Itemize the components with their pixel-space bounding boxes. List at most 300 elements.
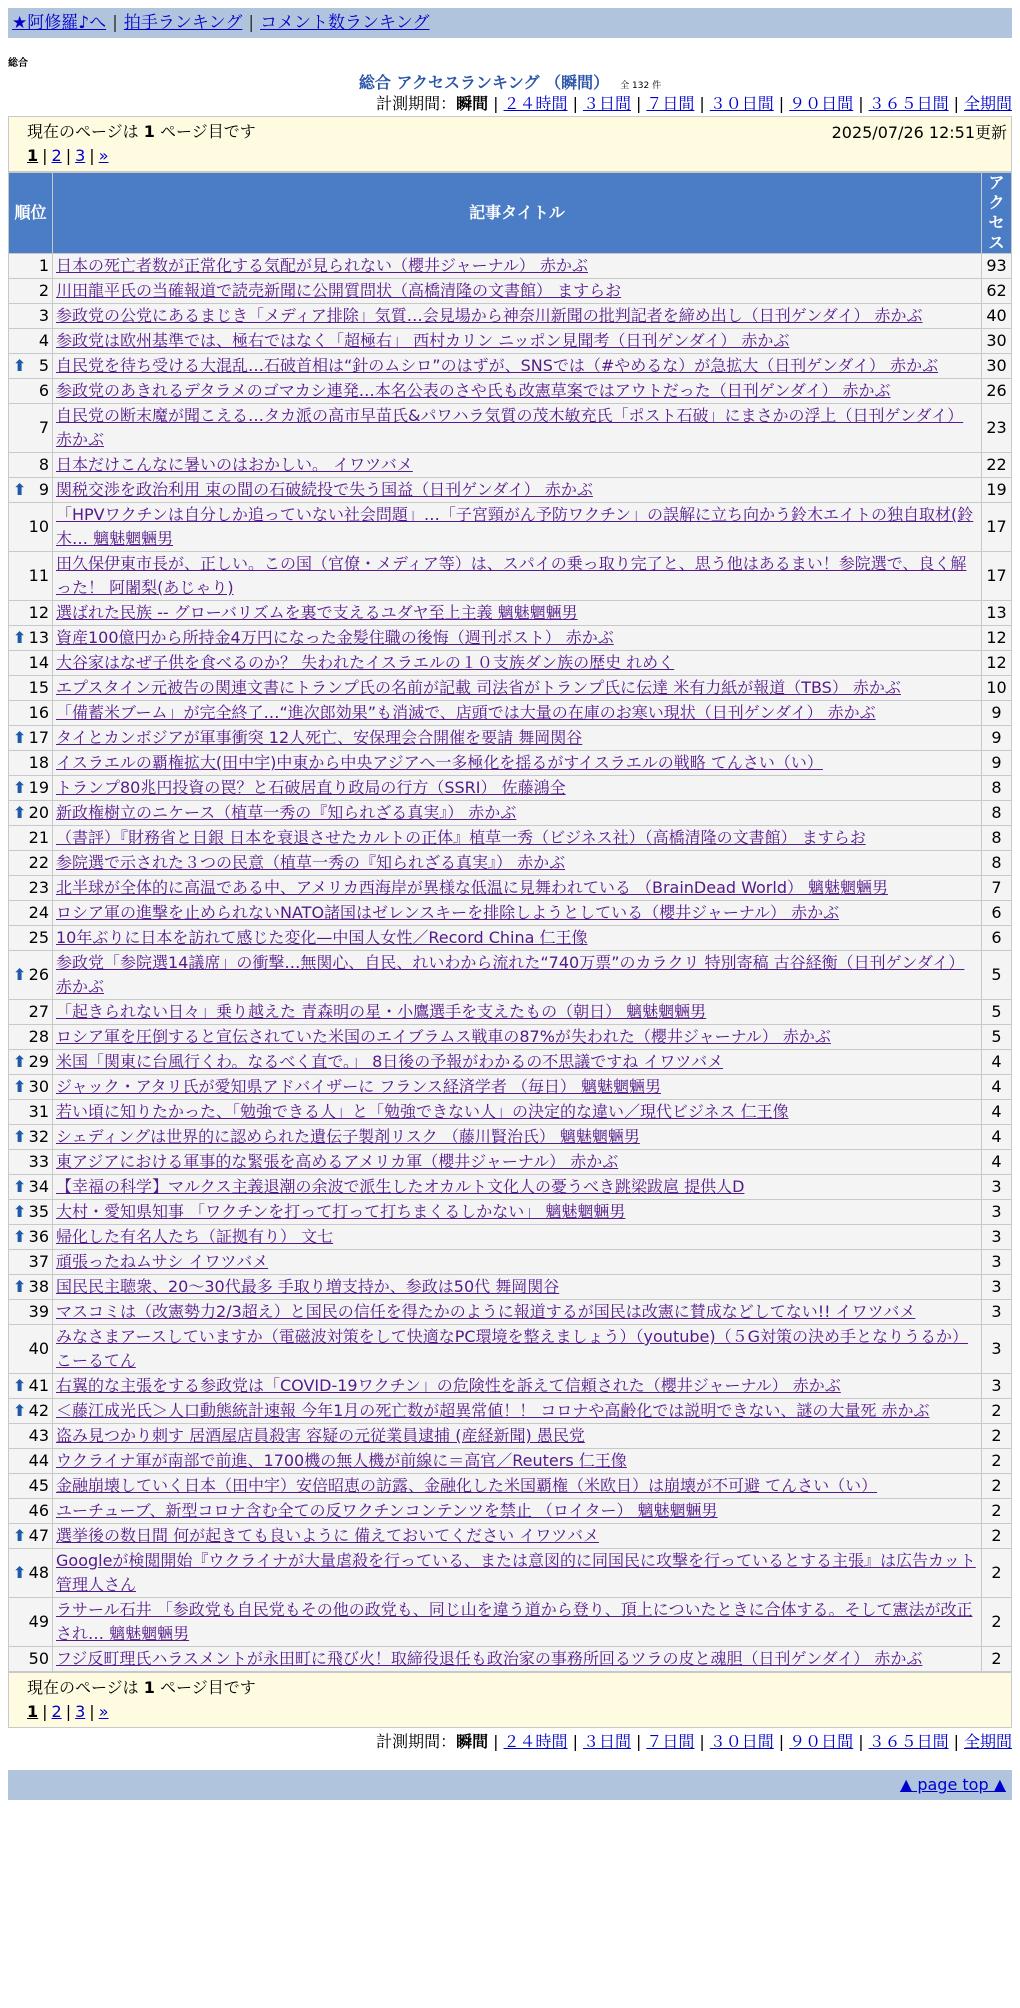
table-row (9, 379, 1012, 404)
period-label: 計測期間： (376, 1732, 457, 1751)
footer-bar (8, 1770, 1012, 1800)
table-row (9, 404, 1012, 453)
page-current: 1 (27, 1702, 39, 1721)
title-cell (53, 1300, 982, 1325)
article-link[interactable]: トランプ80兆円投資の罠？と石破居直り政局の行方（SSRI） 佐藤鴻全 (56, 778, 566, 797)
title-cell (53, 404, 982, 453)
rank-up-icon: ⬆ (13, 1177, 27, 1196)
rank-cell (9, 1125, 53, 1150)
table-row (9, 1075, 1012, 1100)
rank-number: 40 (28, 1339, 49, 1358)
article-link[interactable]: 参政党は欧州基準では、極右ではなく「超極右」 西村カリン ニッポン見聞考（日刊ゲンダイ） 赤かぶ (56, 331, 790, 350)
page-link-3[interactable]: 3 (75, 146, 86, 165)
article-link[interactable]: 川田龍平氏の当確報道で読売新聞に公開質問状（高橋清隆の文書館） ますらお (56, 281, 622, 300)
access-count: 8 (982, 851, 1012, 876)
rank-number: 36 (28, 1227, 49, 1246)
title-cell (53, 1150, 982, 1175)
rank-up-icon: ⬆ (13, 1401, 27, 1420)
table-row (9, 801, 1012, 826)
article-link[interactable]: 「備蓄米ブーム」が完全終了…“進次郎効果”も消滅で、店頭では大量の在庫のお寒い現状（日刊ゲンダイ） 赤かぶ (56, 703, 876, 722)
rank-number: 49 (28, 1612, 49, 1631)
title-cell (53, 503, 982, 552)
period-separator: | (572, 94, 578, 113)
nav-link-1[interactable]: 拍手ランキング (123, 13, 243, 33)
rank-up-icon: ⬆ (13, 803, 27, 822)
table-row (9, 1399, 1012, 1424)
article-link[interactable]: 参政党「参院選14議席」の衝撃…無関心、自民、れいわから流れた“740万票”のカラクリ 特別寄稿 古谷経衡（日刊ゲンダイ） 赤かぶ (56, 953, 965, 996)
access-count: 4 (982, 1050, 1012, 1075)
article-link[interactable]: 10年ぶりに日本を訪れて感じた変化—中国人女性／Record China 仁王像 (56, 928, 588, 947)
rank-number: 34 (28, 1177, 49, 1196)
article-link[interactable]: タイとカンボジアが軍事衝突 12人死亡、安保理会合開催を要請 舞岡関谷 (56, 728, 583, 747)
article-link[interactable]: 帰化した有名人たち（証拠有り） 文七 (56, 1227, 334, 1246)
rank-up-icon: ⬆ (13, 1077, 27, 1096)
rank-number: 31 (28, 1102, 49, 1121)
page (8, 0, 1012, 1800)
rank-up-icon: ⬆ (13, 356, 27, 375)
rank-cell (9, 926, 53, 951)
table-row (9, 726, 1012, 751)
period-link-0[interactable]: ２４時間 (503, 1732, 568, 1751)
access-count: 17 (982, 552, 1012, 601)
rank-up-icon: ⬆ (13, 1052, 27, 1071)
access-count: 40 (982, 304, 1012, 329)
title-cell (53, 951, 982, 1000)
period-link-3[interactable]: ３０日間 (709, 1732, 774, 1751)
page-links (27, 1702, 1007, 1721)
access-count: 9 (982, 726, 1012, 751)
access-count: 30 (982, 354, 1012, 379)
title-cell (53, 1325, 982, 1374)
rank-cell (9, 876, 53, 901)
article-link[interactable]: イスラエルの覇権拡大(田中宇)中東から中央アジアへ一多極化を揺るがすイスラエルの戦略 てんさい（い） (56, 753, 823, 772)
access-count: 12 (982, 626, 1012, 651)
period-link-3[interactable]: ３０日間 (709, 94, 774, 113)
article-link[interactable]: フジ反町理氏ハラスメントが永田町に飛び火！取締役退任も政治家の事務所回るツラの皮と魂胆（日刊ゲンダイ） 赤かぶ (56, 1649, 923, 1668)
article-link[interactable]: 自民党を待ち受ける大混乱…石破首相は“針のムシロ”のはずが、SNSでは（#やめるな）が急拡大（日刊ゲンダイ） 赤かぶ (56, 356, 939, 375)
rank-up-icon: ⬆ (13, 480, 27, 499)
period-link-0[interactable]: ２４時間 (503, 94, 568, 113)
table-row (9, 1549, 1012, 1598)
access-count: 26 (982, 379, 1012, 404)
article-link[interactable]: 大谷家はなぜ子供を食べるのか？ 失われたイスラエルの１０支族ダン族の歴史 れめく (56, 653, 675, 672)
rank-cell (9, 1598, 53, 1647)
access-count: 6 (982, 926, 1012, 951)
access-count: 2 (982, 1424, 1012, 1449)
article-link[interactable]: 若い頃に知りたかった、「勉強できる人」と「勉強できない人」の決定的な違い／現代ビジネス 仁王像 (56, 1102, 789, 1121)
rank-cell (9, 1000, 53, 1025)
rank-cell (9, 1424, 53, 1449)
article-link[interactable]: 米国「関東に台風行くわ。なるべく直で。」 8日後の予報がわかるの不思議ですね イワツバメ (56, 1052, 724, 1071)
rank-number: 20 (28, 803, 49, 822)
rank-cell (9, 776, 53, 801)
table-row (9, 626, 1012, 651)
title-cell (53, 676, 982, 701)
current-page-text: 現在のページは 1 ページ目です (27, 122, 256, 141)
access-count: 62 (982, 279, 1012, 304)
rank-cell (9, 951, 53, 1000)
article-link[interactable]: 田久保伊東市長が、正しい。この国（官僚・メディア等）は、スパイの乗っ取り完了と、思う他はあるまい！参院選で、良く解った！ 阿闍梨(あじゃり) (56, 554, 967, 597)
period-separator: | (493, 94, 499, 113)
article-link[interactable]: 日本だけこんなに暑いのはおかしい。 イワツバメ (56, 455, 413, 474)
rank-number: 5 (38, 356, 49, 375)
rank-number: 23 (28, 878, 49, 897)
updated-timestamp: 2025/07/26 12:51更新 (831, 123, 1007, 142)
access-count: 5 (982, 1025, 1012, 1050)
article-link[interactable]: シェディングは世界的に認められた遺伝子製剤リスク （藤川賢治氏） 魑魅魍魎男 (56, 1127, 640, 1146)
period-link-4[interactable]: ９０日間 (789, 94, 854, 113)
rank-cell (9, 601, 53, 626)
title-cell (53, 1275, 982, 1300)
article-link[interactable]: 「起きられない日々」乗り越えた 青森明の星・小鷹選手を支えたもの（朝日） 魑魅魍魎男 (56, 1002, 707, 1021)
title-cell (53, 1225, 982, 1250)
article-link[interactable]: エプスタイン元被告の関連文書にトランプ氏の名前が記載 司法省がトランプ氏に伝達 米有力紙が報道（TBS） 赤かぶ (56, 678, 901, 697)
period-separator: | (635, 94, 642, 113)
period-link-2[interactable]: ７日間 (646, 1732, 695, 1751)
rank-number: 6 (38, 381, 49, 400)
article-link[interactable]: 右翼的な主張をする参政党は「COVID-19ワクチン」の危険性を訴えて信頼された（櫻井ジャーナル） 赤かぶ (56, 1376, 841, 1395)
rank-number: 7 (38, 418, 49, 437)
rank-cell (9, 478, 53, 503)
title-cell (53, 453, 982, 478)
rank-cell (9, 1449, 53, 1474)
period-selector-bottom (8, 1730, 1012, 1754)
rank-number: 13 (28, 628, 49, 647)
table-row (9, 926, 1012, 951)
rank-cell (9, 1175, 53, 1200)
rank-number: 9 (38, 480, 49, 499)
title-cell (53, 601, 982, 626)
article-link[interactable]: 資産100億円から所持金4万円になった金髪住職の後悔（週刊ポスト） 赤かぶ (56, 628, 614, 647)
article-link[interactable]: 国民民主聴衆、20～30代最多 手取り増支持か、参政は50代 舞岡関谷 (56, 1277, 560, 1296)
nav-link-0[interactable]: ★阿修羅♪へ (12, 13, 107, 33)
page-link-3[interactable]: 3 (75, 1702, 86, 1721)
article-link[interactable]: ユーチューブ、新型コロナ含む全ての反ワクチンコンテンツを禁止 （ロイター） 魑魅魍魎男 (56, 1501, 718, 1520)
table-row (9, 279, 1012, 304)
period-link-1[interactable]: ３日間 (582, 1732, 631, 1751)
rank-number: 46 (28, 1501, 49, 1520)
table-row (9, 304, 1012, 329)
title-cell (53, 1499, 982, 1524)
rank-number: 22 (28, 853, 49, 872)
period-separator: | (635, 1732, 642, 1751)
access-count: 2 (982, 1399, 1012, 1424)
article-link[interactable]: 参政党の公党にあるまじき「メディア排除」気質…会見場から神奈川新聞の批判記者を締め出し（日刊ゲンダイ） 赤かぶ (56, 306, 923, 325)
article-link[interactable]: 選ばれた民族 -- グローバリズムを裏で支えるユダヤ至上主義 魑魅魍魎男 (56, 603, 578, 622)
rank-number: 2 (38, 281, 49, 300)
access-count: 13 (982, 601, 1012, 626)
access-count: 10 (982, 676, 1012, 701)
title-cell (53, 279, 982, 304)
rank-number: 24 (28, 903, 49, 922)
rank-up-icon: ⬆ (13, 1277, 27, 1296)
period-link-6[interactable]: 全期間 (963, 1732, 1012, 1751)
rank-cell (9, 851, 53, 876)
rank-number: 50 (28, 1649, 49, 1668)
table-row (9, 826, 1012, 851)
rank-up-icon: ⬆ (13, 1563, 27, 1582)
page-link-2[interactable]: 2 (51, 146, 62, 165)
title-cell (53, 478, 982, 503)
rank-number: 39 (28, 1302, 49, 1321)
title-cell (53, 876, 982, 901)
article-link[interactable]: Googleが検閲開始『ウクライナが大量虐殺を行っている、または意図的に同国民に攻撃を行っているとする主張』は広告カット 管理人さん (56, 1551, 976, 1594)
rank-number: 25 (28, 928, 49, 947)
rank-number: 18 (28, 753, 49, 772)
page-separator: | (89, 1702, 95, 1721)
page-link-2[interactable]: 2 (51, 1702, 62, 1721)
rank-cell (9, 1050, 53, 1075)
period-link-6[interactable]: 全期間 (963, 94, 1012, 113)
rank-number: 30 (28, 1077, 49, 1096)
rank-number: 33 (28, 1152, 49, 1171)
table-row (9, 951, 1012, 1000)
rank-cell (9, 404, 53, 453)
access-count: 2 (982, 1449, 1012, 1474)
article-link[interactable]: ジャック・アタリ氏が愛知県アドバイザーに フランス経済学者 （毎日） 魑魅魍魎男 (56, 1077, 662, 1096)
table-row (9, 851, 1012, 876)
title-cell (53, 751, 982, 776)
rank-cell (9, 676, 53, 701)
period-link-1[interactable]: ３日間 (582, 94, 631, 113)
table-row (9, 1598, 1012, 1647)
rank-cell (9, 254, 53, 279)
article-link[interactable]: ＜藤江成光氏＞人口動態統計速報 今年1月の死亡数が超異常値！！ コロナや高齢化では説明できない、謎の大量死 赤かぶ (56, 1401, 930, 1420)
rank-number: 19 (28, 778, 49, 797)
rank-number: 12 (28, 603, 49, 622)
table-row (9, 478, 1012, 503)
title-cell (53, 1025, 982, 1050)
title-cell (53, 926, 982, 951)
access-count: 9 (982, 701, 1012, 726)
rank-number: 17 (28, 728, 49, 747)
rank-number: 3 (38, 306, 49, 325)
page-top-link[interactable]: ▲ page top ▲ (899, 1775, 1006, 1794)
access-count: 9 (982, 751, 1012, 776)
page-separator: | (89, 146, 95, 165)
title-cell (53, 304, 982, 329)
article-link[interactable]: 関税交渉を政治利用 束の間の石破続投で失う国益（日刊ゲンダイ） 赤かぶ (56, 480, 593, 499)
access-count: 22 (982, 453, 1012, 478)
period-link-5[interactable]: ３６５日間 (868, 1732, 949, 1751)
table-row (9, 1175, 1012, 1200)
article-link[interactable]: ロシア軍を圧倒すると宣伝されていた米国のエイブラムス戦車の87%が失われた（櫻井ジャーナル） 赤かぶ (56, 1027, 831, 1046)
table-row (9, 1474, 1012, 1499)
table-row (9, 1499, 1012, 1524)
period-separator: | (778, 94, 785, 113)
title-cell (53, 1598, 982, 1647)
table-row (9, 651, 1012, 676)
period-separator: | (858, 94, 864, 113)
title-cell (53, 851, 982, 876)
access-count: 8 (982, 826, 1012, 851)
rank-number: 41 (28, 1376, 49, 1395)
article-link[interactable]: 【幸福の科学】マルクス主義退潮の余波で派生したオカルト文化人の憂うべき跳梁跋扈 提供人D (56, 1177, 745, 1196)
article-link[interactable]: 「HPVワクチンは自分しか追っていない社会問題」…「子宮頸がん予防ワクチン」の誤解に立ち向かう鈴木エイトの独自取材(鈴木… 魑魅魍魎男 (56, 505, 974, 548)
table-row (9, 701, 1012, 726)
title-cell (53, 901, 982, 926)
article-link[interactable]: （書評）『財務省と日銀 日本を衰退させたカルトの正体』植草一秀（ビジネス社）（高橋清隆の文書館） ますらお (56, 828, 866, 847)
title-cell (53, 254, 982, 279)
period-label: 計測期間： (376, 94, 457, 113)
rank-number: 47 (28, 1526, 49, 1545)
period-separator: | (572, 1732, 578, 1751)
rank-number: 26 (28, 965, 49, 984)
access-count: 2 (982, 1474, 1012, 1499)
article-link[interactable]: みなさまアースしていますか（電磁波対策をして快適なPC環境を整えましょう）（youtube)（５G対策の決め手となりうるか） こーるてん (56, 1327, 968, 1370)
article-link[interactable]: ウクライナ軍が南部で前進、1700機の無人機が前線に＝高官／Reuters 仁王像 (56, 1451, 627, 1470)
title-cell (53, 552, 982, 601)
rank-up-icon: ⬆ (13, 1127, 27, 1146)
rank-cell (9, 1325, 53, 1374)
access-count: 3 (982, 1200, 1012, 1225)
article-link[interactable]: 自民党の断末魔が聞こえる…タカ派の高市早苗氏&パワハラ気質の茂木敏充氏「ポスト石破」にまさかの浮上（日刊ゲンダイ） 赤かぶ (56, 406, 964, 449)
article-link[interactable]: マスコミは（改憲勢力2/3超え）と国民の信任を得たかのように報道するが国民は改憲に賛成などしてない!! イワツバメ (56, 1302, 916, 1321)
rank-up-icon: ⬆ (13, 965, 27, 984)
rank-number: 45 (28, 1476, 49, 1495)
table-row (9, 354, 1012, 379)
access-count: 5 (982, 1000, 1012, 1025)
access-count: 12 (982, 651, 1012, 676)
access-count: 3 (982, 1275, 1012, 1300)
access-count: 4 (982, 1125, 1012, 1150)
access-count: 8 (982, 801, 1012, 826)
title-cell (53, 1399, 982, 1424)
page-next-link[interactable]: » (98, 1702, 109, 1721)
col-rank-header: 順位 (9, 173, 53, 254)
table-row (9, 1000, 1012, 1025)
title-cell (53, 626, 982, 651)
period-separator: | (953, 94, 959, 113)
access-count: 19 (982, 478, 1012, 503)
table-row (9, 453, 1012, 478)
rank-number: 8 (38, 455, 49, 474)
table-row (9, 1025, 1012, 1050)
rank-up-icon: ⬆ (13, 778, 27, 797)
article-link[interactable]: 頑張ったねムサシ イワツバメ (56, 1252, 269, 1271)
rank-cell (9, 329, 53, 354)
rank-number: 16 (28, 703, 49, 722)
section-label: 総合 (8, 58, 28, 69)
title-cell (53, 1250, 982, 1275)
title-cell (53, 1100, 982, 1125)
rank-cell (9, 379, 53, 404)
ranking-title: 総合 アクセスランキング （瞬間） (358, 73, 610, 92)
access-count: 2 (982, 1549, 1012, 1598)
rank-up-icon: ⬆ (13, 1376, 27, 1395)
rank-number: 27 (28, 1002, 49, 1021)
rank-cell (9, 1524, 53, 1549)
rank-number: 10 (28, 517, 49, 536)
title-cell (53, 1374, 982, 1399)
table-row (9, 876, 1012, 901)
access-count: 4 (982, 1075, 1012, 1100)
period-selector (8, 92, 1012, 116)
article-link[interactable]: ラサール石井 「参政党も自民党もその他の政党も、同じ山を違う道から登り、頂上についたときに合体する。そして憲法が改正され… 魑魅魍魎男 (56, 1600, 973, 1643)
rank-cell (9, 901, 53, 926)
article-link[interactable]: 選挙後の数日間 何が起きても良いように 備えておいてください イワツバメ (56, 1526, 599, 1545)
title-cell (53, 1200, 982, 1225)
table-row (9, 1374, 1012, 1399)
article-link[interactable]: 日本の死亡者数が正常化する気配が見られない（櫻井ジャーナル） 赤かぶ (56, 256, 588, 275)
rank-up-icon: ⬆ (13, 1202, 27, 1221)
article-link[interactable]: 北半球が全体的に高温である中、アメリカ西海岸が異様な低温に見舞われている （BrainDead World） 魑魅魍魎男 (56, 878, 889, 897)
table-row (9, 601, 1012, 626)
period-current: 瞬間 (456, 94, 489, 113)
article-link[interactable]: 金融崩壊していく日本（田中宇）安倍昭恵の訪露、金融化した米国覇権（米欧日）は崩壊が不可避 てんさい（い） (56, 1476, 878, 1495)
period-link-4[interactable]: ９０日間 (789, 1732, 854, 1751)
nav-link-2[interactable]: コメント数ランキング (260, 13, 430, 33)
article-link[interactable]: 新政権樹立のニケース（植草一秀の『知られざる真実』） 赤かぶ (56, 803, 517, 822)
title-cell (53, 1125, 982, 1150)
title-cell (53, 801, 982, 826)
table-row (9, 1150, 1012, 1175)
table-row (9, 1225, 1012, 1250)
title-cell (53, 1474, 982, 1499)
rank-number: 29 (28, 1052, 49, 1071)
total-count: 全 132 件 (620, 81, 662, 91)
rank-cell (9, 651, 53, 676)
rank-cell (9, 1100, 53, 1125)
period-link-5[interactable]: ３６５日間 (868, 94, 949, 113)
col-access-header: アクセス (982, 173, 1012, 254)
access-count: 5 (982, 951, 1012, 1000)
access-count: 4 (982, 1100, 1012, 1125)
period-current: 瞬間 (456, 1732, 489, 1751)
page-links (27, 146, 1007, 165)
title-cell (53, 726, 982, 751)
table-row (9, 776, 1012, 801)
table-row (9, 552, 1012, 601)
period-separator: | (953, 1732, 959, 1751)
period-separator: | (778, 1732, 785, 1751)
table-row (9, 1325, 1012, 1374)
article-link[interactable]: 東アジアにおける軍事的な緊張を高めるアメリカ軍（櫻井ジャーナル） 赤かぶ (56, 1152, 619, 1171)
title-cell (53, 1000, 982, 1025)
table-row (9, 1524, 1012, 1549)
article-link[interactable]: 参院選で示された３つの民意（植草一秀の『知られざる真実』） 赤かぶ (56, 853, 566, 872)
access-count: 3 (982, 1175, 1012, 1200)
table-row (9, 676, 1012, 701)
rank-cell (9, 1647, 53, 1672)
rank-cell (9, 1250, 53, 1275)
rank-number: 48 (28, 1563, 49, 1582)
title-cell (53, 1075, 982, 1100)
period-link-2[interactable]: ７日間 (646, 94, 695, 113)
article-link[interactable]: 盗み見つかり刺す 居酒屋店員殺害 容疑の元従業員逮捕 (産経新聞) 愚民党 (56, 1426, 585, 1445)
ranking-table (8, 172, 1012, 1672)
access-count: 30 (982, 329, 1012, 354)
access-count: 2 (982, 1524, 1012, 1549)
period-separator: | (699, 1732, 705, 1751)
title-cell (53, 701, 982, 726)
title-cell (53, 1050, 982, 1075)
article-link[interactable]: 参政党のあきれるデタラメのゴマカシ連発…本名公表のさや氏も改憲草案ではアウトだった（日刊ゲンダイ） 赤かぶ (56, 381, 891, 400)
rank-number: 32 (28, 1127, 49, 1146)
access-count: 17 (982, 503, 1012, 552)
access-count: 3 (982, 1374, 1012, 1399)
article-link[interactable]: 大村・愛知県知事 「ワクチンを打って打って打ちまくるしかない」 魑魅魍魎男 (56, 1202, 626, 1221)
table-row (9, 751, 1012, 776)
access-count: 2 (982, 1598, 1012, 1647)
table-row (9, 329, 1012, 354)
rank-up-icon: ⬆ (13, 1526, 27, 1545)
page-next-link[interactable]: » (98, 146, 109, 165)
current-page-text: 現在のページは 1 ページ目です (27, 1678, 256, 1697)
rank-up-icon: ⬆ (13, 628, 27, 647)
access-count: 23 (982, 404, 1012, 453)
article-link[interactable]: ロシア軍の進撃を止められないNATO諸国はゼレンスキーを排除しようとしている（櫻井ジャーナル） 赤かぶ (56, 903, 840, 922)
